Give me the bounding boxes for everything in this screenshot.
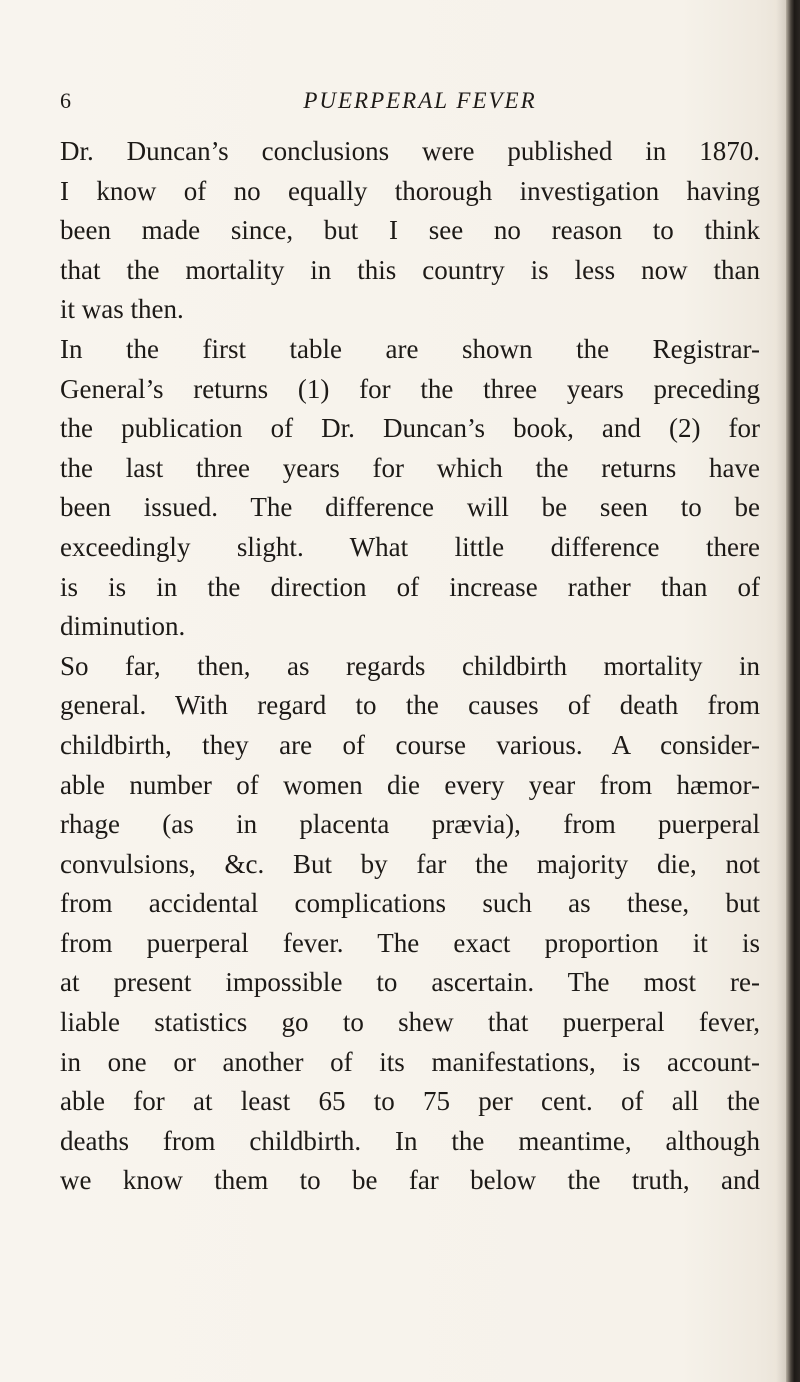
text-line: been issued. The difference will be seen to be	[60, 492, 760, 523]
text-line: we know them to be far below the truth, and	[60, 1165, 760, 1196]
text-line: I know of no equally thorough investigation having	[60, 175, 760, 206]
text-line: is is in the direction of increase rather than of	[60, 571, 760, 602]
text-line: deaths from childbirth. In the meantime, although	[60, 1125, 760, 1156]
text-line: rhage (as in placenta prævia), from puerperal	[60, 809, 760, 840]
text-line: In the first table are shown the Registrar-	[60, 333, 760, 364]
text-line: Dr. Duncan’s conclusions were published in 1870.	[60, 136, 760, 166]
running-title: PUERPERAL FEVER	[303, 88, 537, 113]
text-line: So far, then, as regards childbirth mortality in	[60, 650, 760, 681]
text-line: able number of women die every year from hæmor-	[60, 769, 760, 800]
text-line: the last three years for which the returns have	[60, 452, 760, 483]
text-line: in one or another of its manifestations, is account-	[60, 1046, 760, 1077]
text-line: convulsions, &c. But by far the majority die, not	[60, 848, 760, 879]
text-line: at present impossible to ascertain. The most re-	[60, 967, 760, 998]
text-line: general. With regard to the causes of death from	[60, 690, 760, 721]
text-line: it was then.	[60, 294, 184, 325]
page-number: 6	[60, 88, 71, 113]
binding-shadow	[776, 0, 786, 1382]
text-line: able for at least 65 to 75 per cent. of all the	[60, 1086, 760, 1117]
text-line: General’s returns (1) for the three years preceding	[60, 373, 760, 404]
page-header	[60, 86, 760, 116]
text-line: childbirth, they are of course various. A consider-	[60, 729, 760, 760]
body-text	[60, 132, 760, 1201]
text-line: from accidental complications such as these, but	[60, 888, 760, 919]
book-binding-edge	[786, 0, 800, 1382]
text-line: the publication of Dr. Duncan’s book, and (2) for	[60, 413, 760, 444]
text-line: from puerperal fever. The exact proportion it is	[60, 927, 760, 958]
text-line: diminution.	[60, 611, 186, 642]
text-line: exceedingly slight. What little difference there	[60, 531, 760, 562]
text-line: that the mortality in this country is less now than	[60, 254, 760, 285]
text-line: liable statistics go to shew that puerperal fever,	[60, 1007, 760, 1038]
text-line: been made since, but I see no reason to think	[60, 215, 760, 246]
